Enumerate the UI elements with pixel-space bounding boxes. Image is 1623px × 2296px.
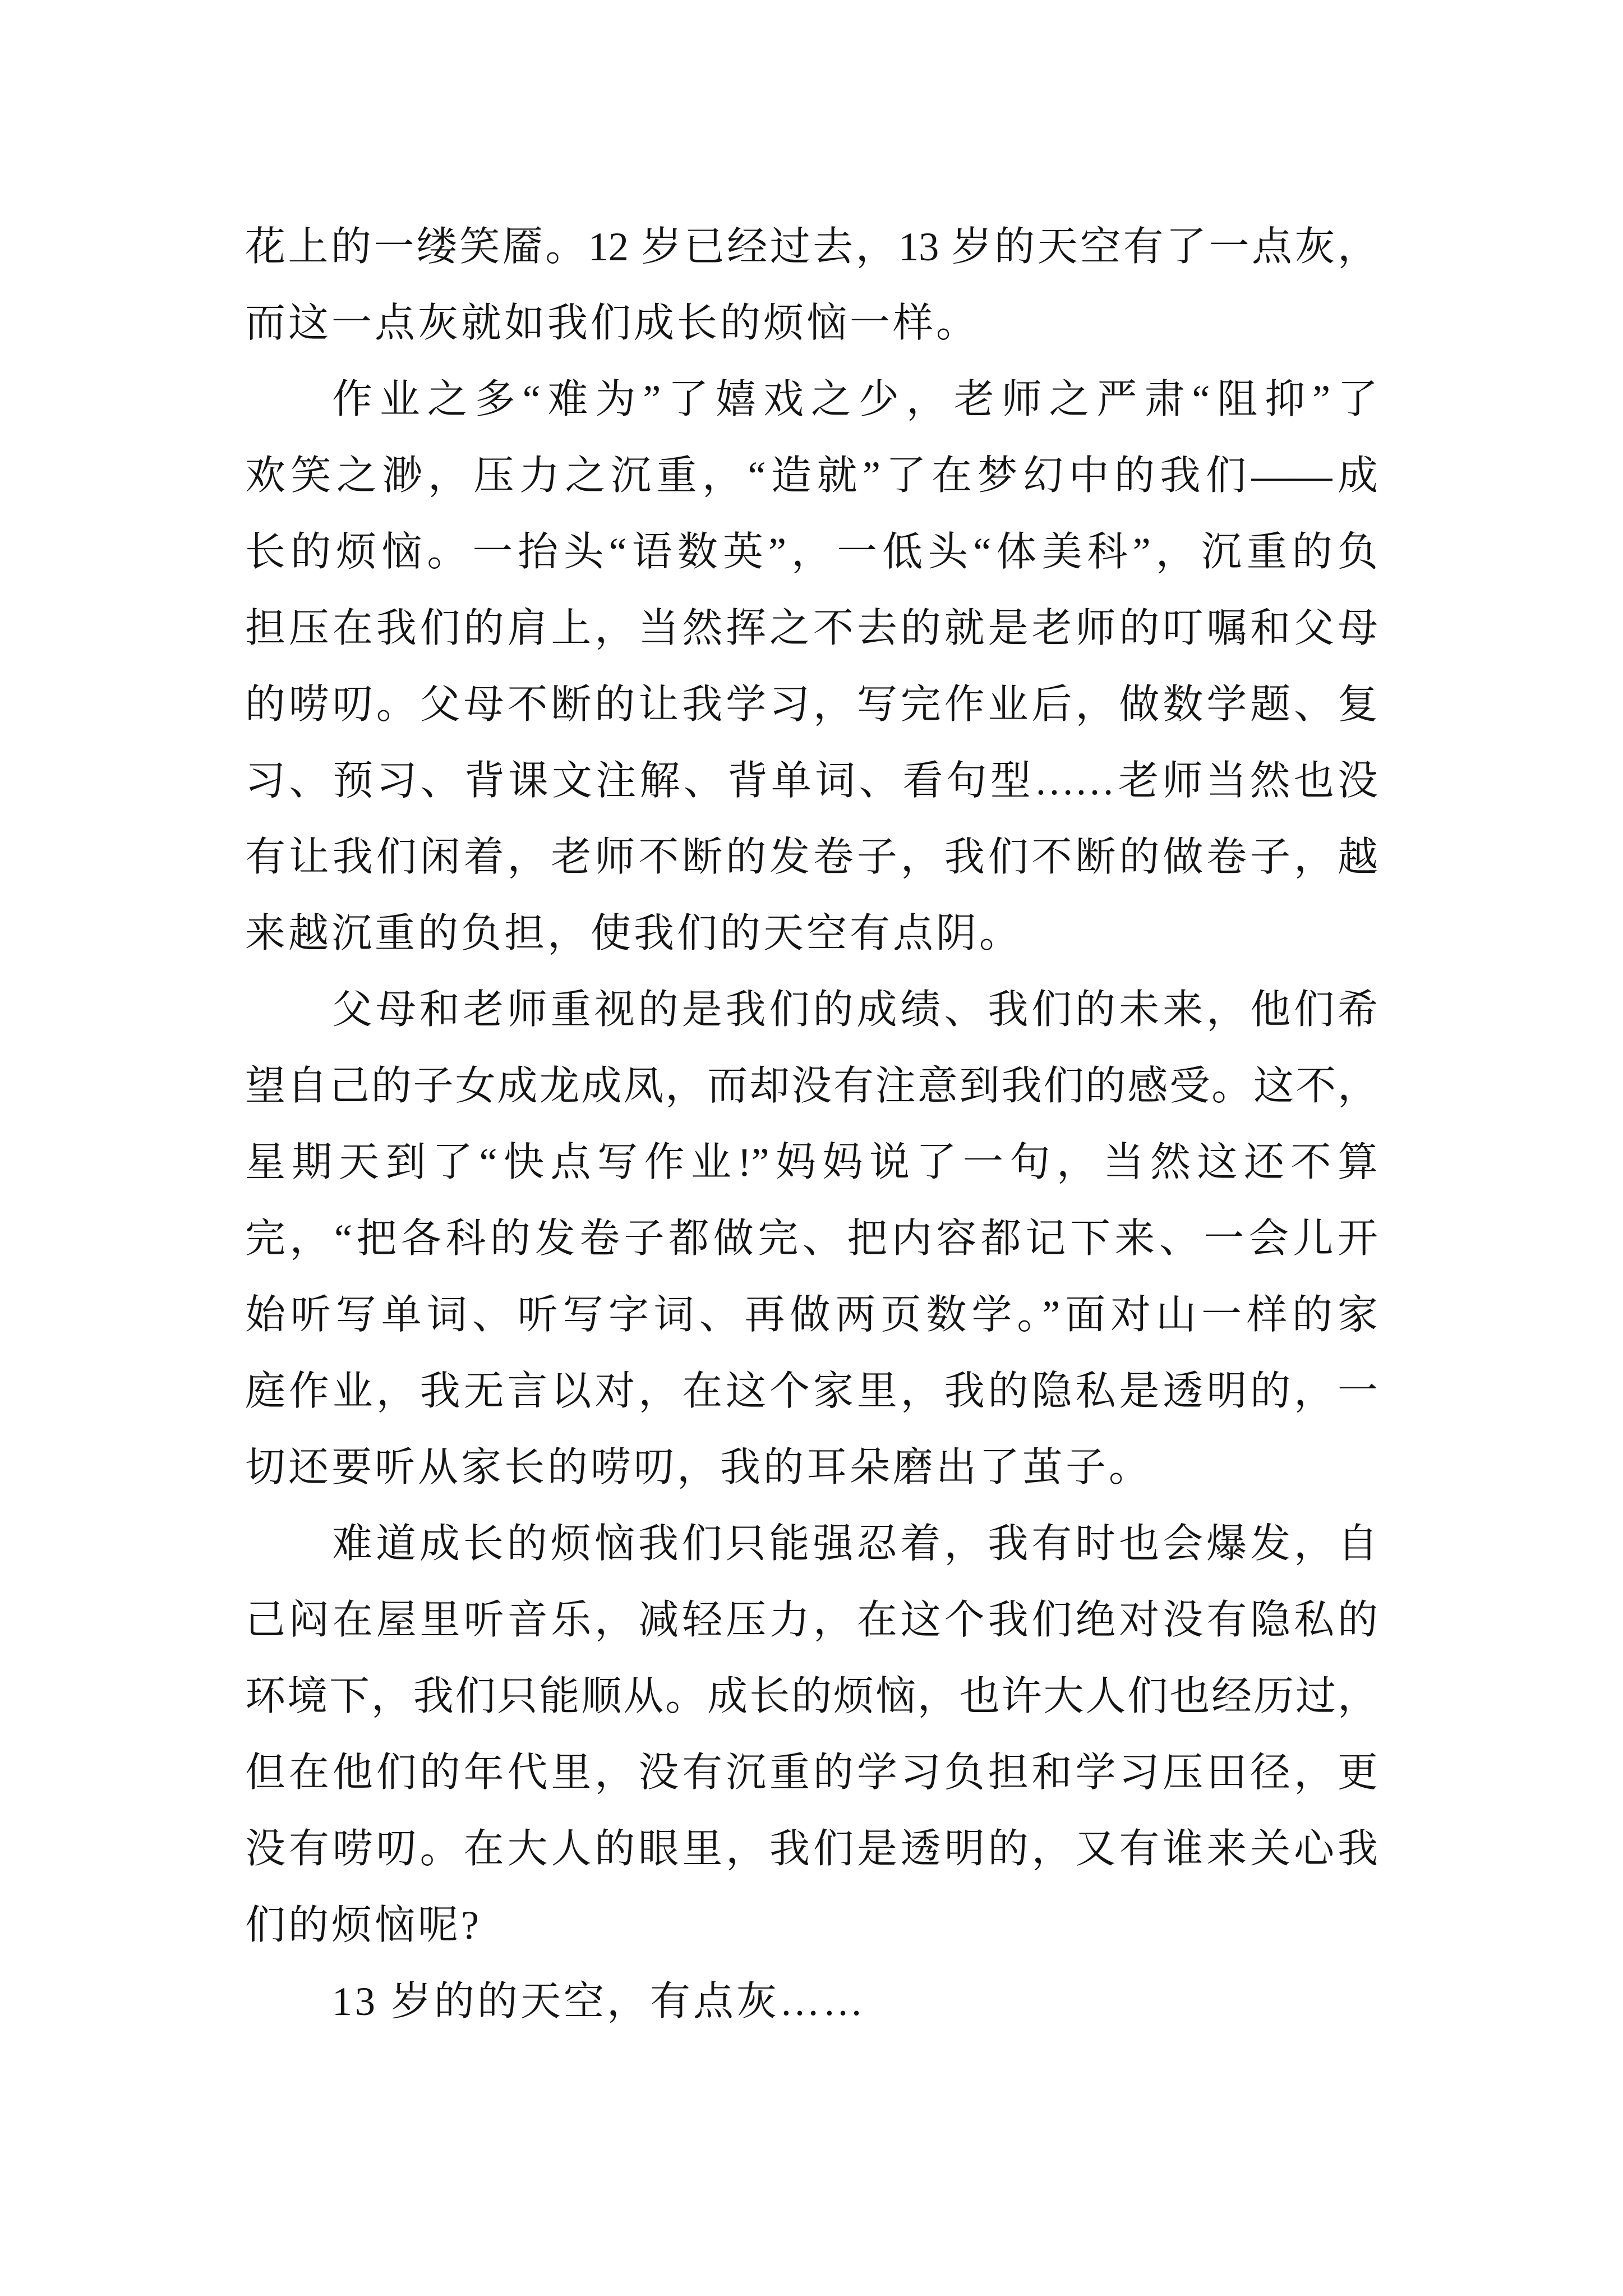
paragraph-4: [245, 1506, 1378, 1963]
text-line: 父母和老师重视的是我们的成绩、我们的未来，他们希: [332, 987, 1378, 1032]
text-line: 而这一点灰就如我们成长的烦恼一样。: [245, 301, 980, 346]
text-line: 有让我们闲着，老师不断的发卷子，我们不断的做卷子，越: [245, 835, 1378, 880]
text-line: 长的烦恼。一抬头“语数英”，一低头“体美科”，沉重的负: [245, 530, 1378, 574]
text-line: 庭作业，我无言以对，在这个家里，我的隐私是透明的，一: [245, 1369, 1378, 1414]
text-line: 习、预习、背课文注解、背单词、看句型……老师当然也没: [245, 758, 1378, 803]
text-line: 己闷在屋里听音乐，减轻压力，在这个我们绝对没有隐私的: [245, 1598, 1378, 1642]
text-line: 花上的一缕笑靥。12 岁已经过去，13 岁的天空有了一点灰，: [245, 224, 1378, 269]
text-line: 没有唠叨。在大人的眼里，我们是透明的，又有谁来关心我: [245, 1826, 1378, 1871]
text-line: 环境下，我们只能顺从。成长的烦恼，也许大人们也经历过，: [245, 1674, 1378, 1719]
text-line: 望自己的子女成龙成凤，而却没有注意到我们的感受。这不，: [245, 1064, 1378, 1108]
paragraph-5: [245, 1963, 1378, 2040]
document-body: [245, 209, 1378, 2040]
paragraph-3: [245, 972, 1378, 1506]
text-line: 切还要听从家长的唠叨，我的耳朵磨出了茧子。: [245, 1445, 1152, 1490]
text-line: 星期天到了“快点写作业!”妈妈说了一句，当然这还不算: [245, 1140, 1378, 1185]
text-line: 们的烦恼呢?: [245, 1903, 482, 1948]
text-line: 作业之多“难为”了嬉戏之少，老师之严肃“阻抑”了: [332, 377, 1378, 422]
paragraph-1: [245, 209, 1378, 361]
text-line: 担压在我们的肩上，当然挥之不去的就是老师的叮嘱和父母: [245, 606, 1378, 651]
text-line: 始听写单词、听写字词、再做两页数学。”面对山一样的家: [245, 1292, 1378, 1337]
text-line: 难道成长的烦恼我们只能强忍着，我有时也会爆发，自: [332, 1521, 1378, 1566]
text-line: 但在他们的年代里，没有沉重的学习负担和学习压田径，更: [245, 1750, 1378, 1795]
paragraph-2: [245, 361, 1378, 972]
text-line: 来越沉重的负担，使我们的天空有点阴。: [245, 911, 1023, 956]
text-line: 的唠叨。父母不断的让我学习，写完作业后，做数学题、复: [245, 682, 1378, 727]
text-line: 13 岁的的天空，有点灰……: [332, 1979, 866, 2024]
text-line: 欢笑之渺，压力之沉重，“造就”了在梦幻中的我们——成: [245, 453, 1378, 498]
text-line: 完，“把各科的发卷子都做完、把内容都记下来、一会儿开: [245, 1216, 1378, 1261]
